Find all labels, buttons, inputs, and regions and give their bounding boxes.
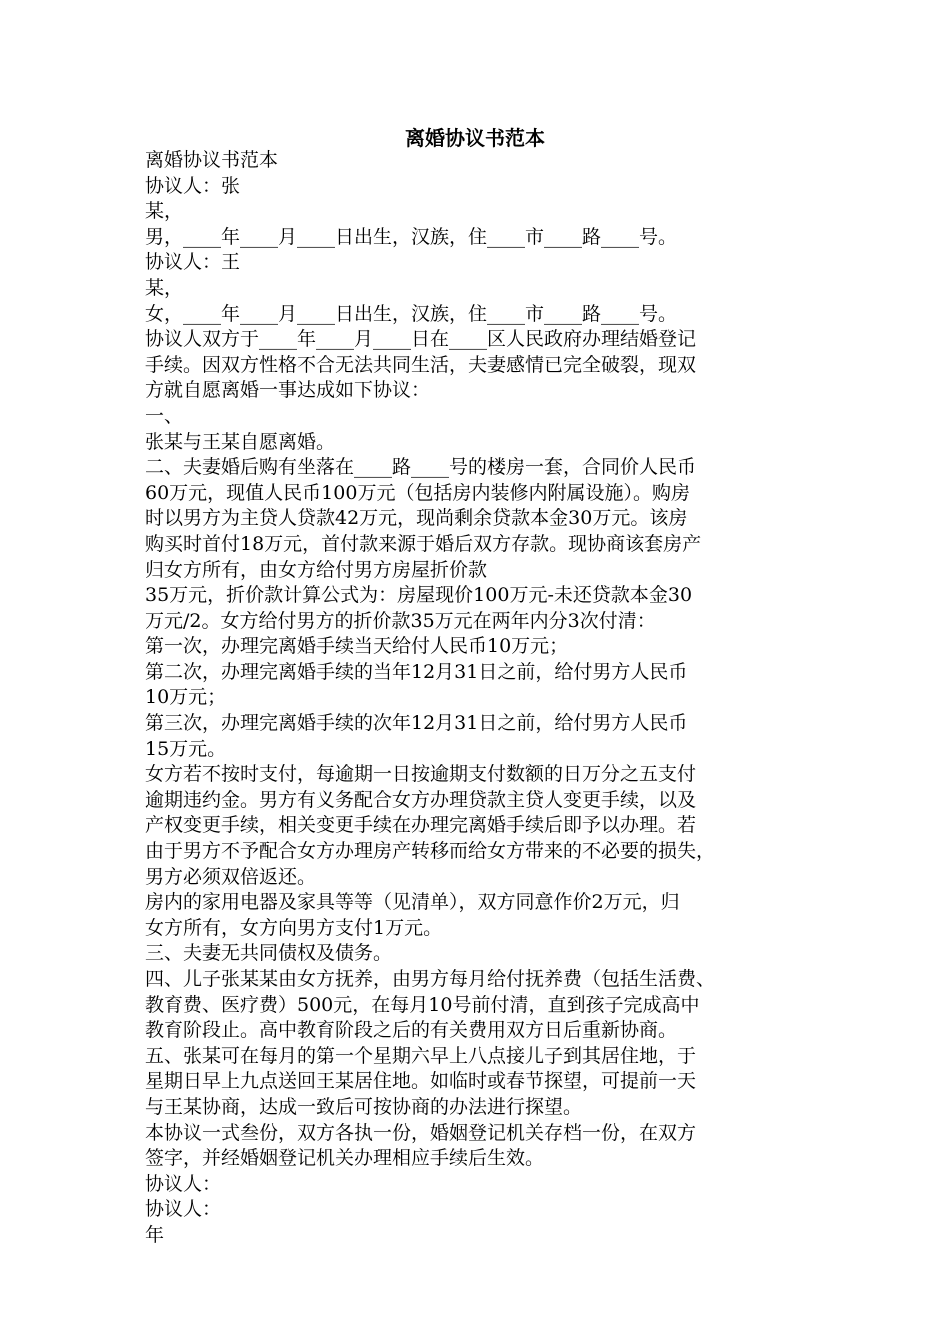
text-line: 10万元； xyxy=(145,686,227,709)
text-line: 归女方所有，由女方给付男方房屋折价款 xyxy=(145,558,488,581)
text-line: 逾期违约金。男方有义务配合女方办理贷款主贷人变更手续，以及 xyxy=(145,788,697,811)
text-line: 协议人： xyxy=(145,1172,222,1195)
text-line: 方就自愿离婚一事达成如下协议： xyxy=(145,379,431,402)
text-line: 四、儿子张某某由女方抚养，由男方每月给付抚养费（包括生活费、 xyxy=(145,968,716,990)
document-body xyxy=(145,148,810,1249)
text-line: 购买时首付18万元，首付款来源于婚后双方存款。现协商该套房产 xyxy=(145,532,702,555)
text-line: 与王某协商，达成一致后可按协商的办法进行探望。 xyxy=(145,1095,583,1118)
text-line: 35万元，折价款计算公式为：房屋现价100万元-未还贷款本金30 xyxy=(145,584,693,607)
text-line: 离婚协议书范本 xyxy=(145,149,279,171)
text-line: 由于男方不予配合女方办理房产转移而给女方带来的不必要的损失， xyxy=(145,840,716,863)
text-line: 万元/2。女方给付男方的折价款35万元在两年内分3次付清： xyxy=(145,609,656,632)
text-line: 手续。因双方性格不合无法共同生活，夫妻感情已完全破裂，现双 xyxy=(145,353,697,376)
text-line: 星期日早上九点送回王某居住地。如临时或春节探望，可提前一天 xyxy=(145,1070,697,1093)
text-line: 时以男方为主贷人贷款42万元，现尚剩余贷款本金30万元。该房 xyxy=(145,507,688,530)
text-line: 教育阶段止。高中教育阶段之后的有关费用双方日后重新协商。 xyxy=(145,1019,678,1042)
text-line: 签字，并经婚姻登记机关办理相应手续后生效。 xyxy=(145,1147,545,1170)
text-line: 五、张某可在每月的第一个星期六早上八点接儿子到其居住地，于 xyxy=(145,1044,697,1067)
text-line: 一、 xyxy=(145,404,184,427)
text-line: 女，____年____月____日出生，汉族，住____市____路____号。 xyxy=(145,302,678,325)
text-line: 女方所有，女方向男方支付1万元。 xyxy=(145,916,443,939)
text-line: 本协议一式叁份，双方各执一份，婚姻登记机关存档一份，在双方 xyxy=(145,1121,697,1144)
text-line: 第一次，办理完离婚手续当天给付人民币10万元； xyxy=(145,635,569,658)
document-title: 离婚协议书范本 xyxy=(405,126,545,150)
text-line: 15万元。 xyxy=(145,737,227,760)
text-line: 房内的家用电器及家具等等（见清单），双方同意作价2万元，归 xyxy=(145,891,680,914)
text-line: 三、夫妻无共同债权及债务。 xyxy=(145,942,393,965)
text-line: 协议人： xyxy=(145,1198,222,1221)
text-line: 第三次，办理完离婚手续的次年12月31日之前，给付男方人民币 xyxy=(145,712,688,735)
text-line: 二、夫妻婚后购有坐落在____路____号的楼房一套，合同价人民币 xyxy=(145,456,697,479)
text-line: 教育费、医疗费）500元，在每月10号前付清，直到孩子完成高中 xyxy=(145,993,700,1016)
text-line: 男，____年____月____日出生，汉族，住____市____路____号。 xyxy=(145,225,678,248)
text-line: 张某与王某自愿离婚。 xyxy=(145,430,336,453)
text-line: 男方必须双倍返还。 xyxy=(145,865,317,888)
text-line: 第二次，办理完离婚手续的当年12月31日之前，给付男方人民币 xyxy=(145,660,688,683)
text-line: 年 xyxy=(145,1223,165,1246)
text-line: 女方若不按时支付，每逾期一日按逾期支付数额的日万分之五支付 xyxy=(145,763,697,786)
text-line: 协议人双方于____年____月____日在____区人民政府办理结婚登记 xyxy=(145,328,697,351)
text-line: 某， xyxy=(145,200,184,223)
text-line: 产权变更手续，相关变更手续在办理完离婚手续后即予以办理。若 xyxy=(145,814,697,837)
text-line: 60万元，现值人民币100万元（包括房内装修内附属设施）。购房 xyxy=(145,481,690,504)
text-line: 某， xyxy=(145,276,184,299)
text-line: 协议人：王 xyxy=(145,251,241,274)
text-line: 协议人：张 xyxy=(145,174,241,197)
